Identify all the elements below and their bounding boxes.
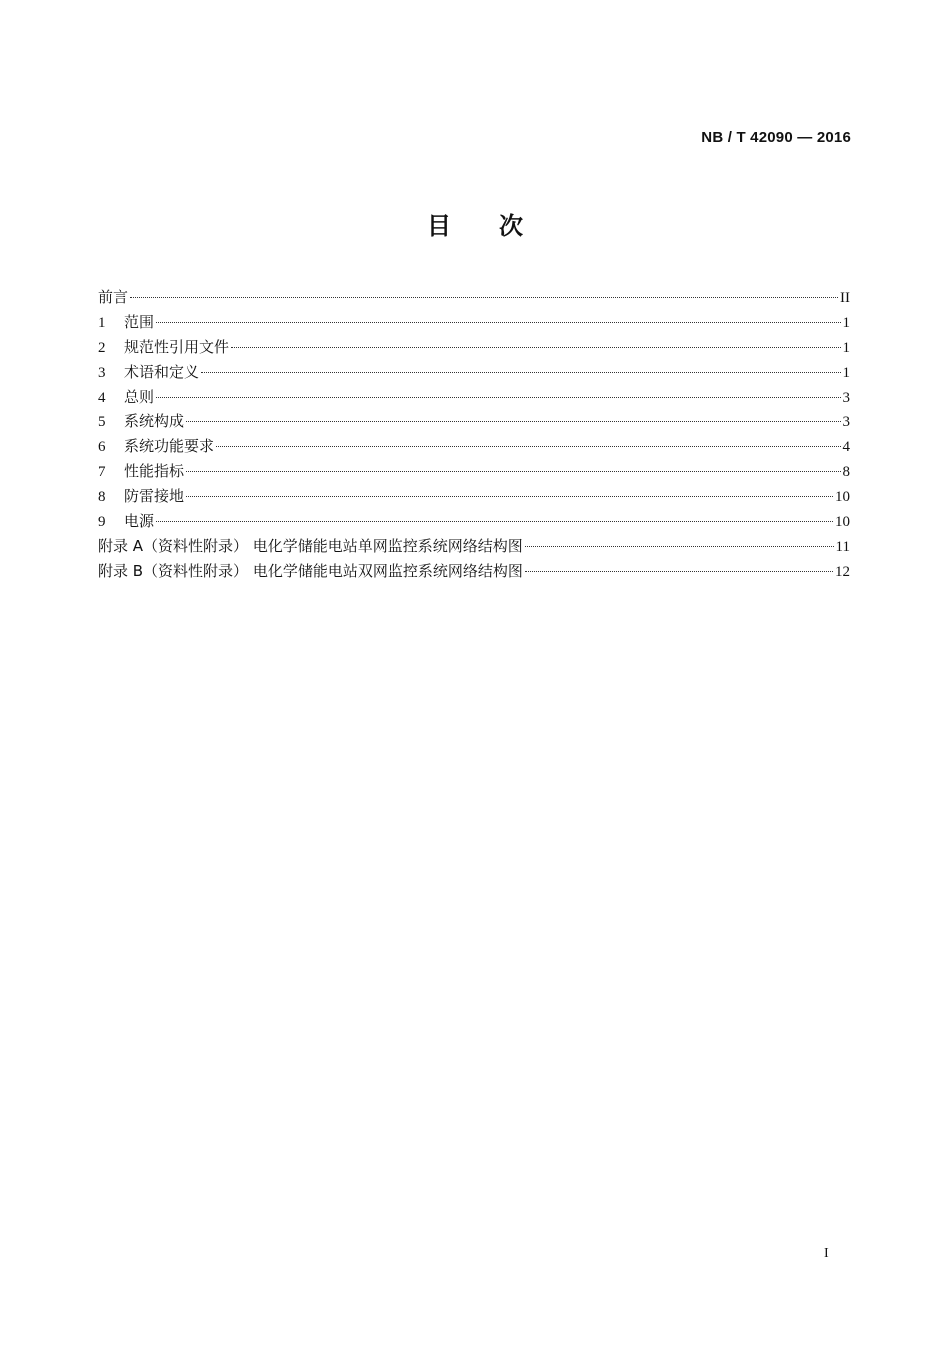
toc-dot-leader xyxy=(156,397,840,398)
toc-entry-label: 总则 xyxy=(124,387,155,406)
standard-code: NB / T 42090 — 2016 xyxy=(701,129,851,146)
toc-dot-leader xyxy=(186,496,833,497)
toc-entry-page: II xyxy=(840,290,850,306)
toc-entry-4[interactable] xyxy=(98,386,850,411)
toc-entry-page: 10 xyxy=(835,514,850,531)
toc-entry-page: 12 xyxy=(835,563,850,580)
toc-entry-appendix-b[interactable] xyxy=(98,560,850,585)
toc-entry-number: 8 xyxy=(98,489,106,506)
toc-entry-page: 3 xyxy=(842,414,850,431)
toc-entry-label: 系统功能要求 xyxy=(124,437,215,456)
toc-entry-page: 1 xyxy=(842,364,850,381)
toc-entry-5[interactable] xyxy=(98,410,850,435)
toc-entry-label: 防雷接地 xyxy=(124,487,185,506)
toc-entry-number: 7 xyxy=(98,464,106,481)
toc-dot-leader xyxy=(216,446,840,447)
toc-entry-page: 4 xyxy=(842,439,850,456)
toc-entry-label: 前言 xyxy=(98,288,129,306)
toc-entry-label: 附录 B（资料性附录） 电化学储能电站双网监控系统网络结构图 xyxy=(98,561,523,580)
toc-entry-number: 4 xyxy=(98,389,106,406)
toc-entry-label: 附录 A（资料性附录） 电化学储能电站单网监控系统网络结构图 xyxy=(98,536,523,555)
toc-entry-label: 范围 xyxy=(124,312,155,331)
toc-dot-leader xyxy=(186,471,840,472)
toc-entry-page: 1 xyxy=(842,314,850,331)
toc-entry-page: 8 xyxy=(842,464,850,481)
toc-entry-number: 6 xyxy=(98,439,106,456)
toc-entry-number: 1 xyxy=(98,314,106,331)
toc-entry-2[interactable] xyxy=(98,336,850,361)
toc-entry-label: 术语和定义 xyxy=(124,362,200,381)
toc-entry-page: 3 xyxy=(842,389,850,406)
toc-entry-number: 3 xyxy=(98,364,106,381)
page-title: 目次 xyxy=(427,212,571,240)
toc-dot-leader xyxy=(156,322,840,323)
toc-entry-7[interactable] xyxy=(98,460,850,485)
toc-entry-label: 性能指标 xyxy=(124,462,185,481)
toc-dot-leader xyxy=(130,297,838,298)
toc-entry-number: 5 xyxy=(98,414,106,431)
toc-entry-foreword[interactable] xyxy=(98,286,850,311)
toc-entry-label: 电源 xyxy=(124,512,155,531)
toc-entry-8[interactable] xyxy=(98,485,850,510)
toc-entry-number: 2 xyxy=(98,339,106,356)
toc-entry-1[interactable] xyxy=(98,311,850,336)
toc-entry-label: 规范性引用文件 xyxy=(124,337,230,356)
toc-dot-leader xyxy=(525,546,834,547)
toc-dot-leader xyxy=(201,372,840,373)
toc-dot-leader xyxy=(186,421,840,422)
toc-entry-9[interactable] xyxy=(98,510,850,535)
toc-entry-label: 系统构成 xyxy=(124,412,185,431)
table-of-contents xyxy=(98,286,850,585)
toc-entry-page: 1 xyxy=(842,339,850,356)
toc-entry-3[interactable] xyxy=(98,361,850,386)
toc-entry-appendix-a[interactable] xyxy=(98,535,850,560)
page-number: I xyxy=(824,1246,829,1261)
toc-dot-leader xyxy=(156,521,833,522)
toc-entry-page: 11 xyxy=(835,538,850,555)
toc-dot-leader xyxy=(231,347,840,348)
toc-entry-number: 9 xyxy=(98,514,106,531)
toc-entry-page: 10 xyxy=(835,489,850,506)
toc-dot-leader xyxy=(525,571,833,572)
toc-entry-6[interactable] xyxy=(98,435,850,460)
